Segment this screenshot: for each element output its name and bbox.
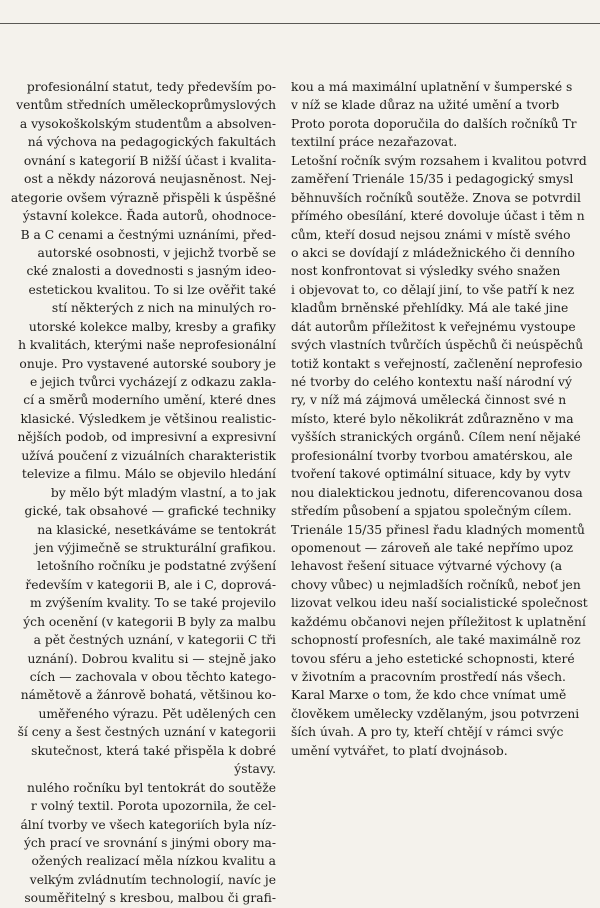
text-line: námětově a žánrově bohatá, většinou ko- [20, 688, 276, 703]
text-line: v níž se klade důraz na užité umění a tvorb [291, 98, 560, 113]
text-line: svých vlastních tvůrčích úspěchů či neúspěchů [291, 338, 584, 353]
text-line: schopností profesních, ale také maximálně roz [291, 633, 581, 648]
text-line: m zvýšením kvality. To se také projevilo [29, 596, 276, 611]
text-line: souměřitelný s kresbou, malbou či grafi- [24, 891, 276, 906]
text-line: chovy vůbec) u nejmladších ročníků, neboť jen [291, 577, 581, 592]
text-line: člověkem umělecky vzdělaným, jsou potvrzeni [291, 706, 580, 721]
text-line: Proto porota doporučila do dalších ročníků Tr [291, 116, 577, 131]
text-line: ventům středních uměleckoprůmyslových [16, 98, 276, 113]
text-line: ategorie ovšem výrazně přispěli k úspěšné [10, 190, 276, 205]
text-line: textilní práce nezařazovat. [291, 135, 458, 150]
text-line: ná výchova na pedagogických fakultách [27, 135, 276, 150]
text-line: klasické. Výsledkem je většinou realistic- [20, 411, 276, 426]
text-line: e jejich tvůrci vycházejí z odkazu zakla- [29, 375, 276, 389]
text-line: dát autorům příležitost k veřejnému vystoupe [291, 319, 576, 334]
text-line: letošního ročníku je podstatné zvýšení [37, 559, 276, 574]
text-line: na klasické, nesetkáváme se tentokrát [37, 522, 276, 537]
right-text-column [291, 78, 600, 760]
text-line: zaměření Trienále 15/35 i pedagogický smysl [291, 172, 574, 187]
text-line: středím působení a spjatou společným cílem. [291, 504, 572, 519]
text-line: ších úvah. A pro ty, kteří chtějí v rámci svýc [291, 725, 564, 740]
text-line: nějších podob, od impresivní a expresivní [17, 430, 276, 445]
text-line: i objevovat to, co dělají jiní, to vše patří k nez [291, 282, 575, 297]
text-line: opomenout — zároveň ale také nepřímo upoz [291, 540, 573, 555]
header-rule [0, 23, 600, 24]
text-line: ýstavy. [234, 762, 276, 777]
text-line: o akci se dovídají z mládežnického či denního [291, 245, 575, 260]
text-line: estetickou kvalitou. To si lze ověřit také [28, 282, 276, 297]
text-line: ýstavní kolekce. Řada autorů, ohodnoce- [22, 209, 276, 224]
text-line: umění vytvářet, to platí dvojnásob. [291, 743, 508, 758]
text-line: ovnání s kategorií B nižší účast i kvalita- [23, 153, 276, 168]
text-line: h kvalitách, kterými naše neprofesionální [18, 338, 276, 353]
text-line: kou a má maximální uplatnění v šumperské s [291, 80, 573, 94]
text-line: cí a směrů moderního umění, které dnes [23, 393, 276, 408]
text-line: kladům brněnské přehlídky. Má ale také jine [291, 301, 569, 316]
text-line: r volný textil. Porota upozornila, že cel- [30, 799, 276, 814]
text-line: Trienále 15/35 přinesl řadu kladných momentů [291, 522, 585, 537]
text-line: cích — zachovala v obou těchto katego- [29, 670, 276, 684]
text-line: nou dialektickou jednotu, diferencovanou dosa [291, 485, 583, 500]
text-line: jen výjimečně se strukturální grafikou. [34, 540, 276, 555]
text-line: ých ocenění (v kategorii B byly za malbu [23, 614, 276, 629]
text-line: a pět čestných uznání, v kategorii C tři [33, 633, 276, 648]
text-line: onuje. Pro vystavené autorské soubory je [19, 356, 276, 371]
text-line: Karal Marxe o tom, že kdo chce vnímat umě [291, 688, 567, 703]
text-line: užívá poučení z vizuálních charakteristik [21, 448, 276, 463]
text-line: běhnuvších ročníků soutěže. Znova se potvrdil [291, 190, 581, 205]
text-line: vyšších stranických orgánů. Cílem není nějaké [291, 430, 581, 445]
text-line: lizovat velkou ideu naší socialistické společnost [291, 596, 588, 611]
text-line: ální tvorby ve všech kategoriích byla níz- [20, 817, 276, 832]
text-line: autorské osobnosti, v jejichž tvorbě se [37, 245, 276, 260]
text-line: uměřeného výrazu. Pět udělených cen [38, 706, 276, 721]
text-line: tvoření takové optimální situace, kdy by vytv [291, 467, 571, 482]
text-line: by mělo být mladým vlastní, a to jak [50, 485, 276, 500]
text-line: nost konfrontovat si výsledky svého snažen [291, 264, 561, 279]
text-line: tovou sféru a jeho estetické schopnosti, které [291, 651, 575, 666]
text-line: ry, v níž má zájmová umělecká činnost své n [291, 393, 567, 408]
text-line: totiž kontakt s veřejností, začlenění neprofesio [291, 356, 583, 371]
text-line: ší ceny a šest čestných uznání v kategorii [17, 725, 276, 740]
text-line: nulého ročníku byl tentokrát do soutěže [26, 780, 276, 795]
text-line: přímého obesílání, které dovoluje účast i těm n [291, 209, 585, 224]
text-line: stí některých z nich na minulých ro- [51, 301, 276, 316]
text-line: lehavost řešení situace výtvarné výchovy (a [291, 559, 563, 574]
text-line: utorské kolekce malby, kresby a grafiky [28, 319, 276, 334]
text-line: ředevším v kategorii B, ale i C, doprová- [25, 577, 276, 592]
text-line: velkým zvládnutím technologií, navíc je [29, 872, 276, 887]
text-line: cům, kteří dosud nejsou známi v místě svého [291, 227, 571, 242]
text-line: místo, které bylo několikrát zdůrazněno v ma [291, 411, 574, 426]
text-line: a vysokoškolským studentům a absolven- [19, 116, 276, 131]
text-line: Letošní ročník svým rozsahem i kvalitou potvrd [291, 153, 587, 168]
text-line: ost a někdy názorová neujasněnost. Nej- [24, 172, 276, 187]
text-line: ých prací ve srovnání s jinými obory ma- [23, 835, 276, 850]
text-line: profesionální tvorby tvorbou amatérskou, ale [291, 448, 573, 463]
text-line: ožených realizací měla nízkou kvalitu a [31, 854, 276, 869]
text-line: profesionální statut, tedy především po- [26, 80, 276, 94]
text-line: každému občanovi nejen příležitost k uplatnění [291, 614, 586, 629]
text-line: né tvorby do celého kontextu naší národní vý [291, 375, 572, 389]
left-text-column [0, 78, 276, 908]
text-line: skutečnost, která také přispěla k dobré [31, 743, 276, 758]
text-line: televize a filmu. Málo se objevilo hledání [21, 467, 276, 482]
text-line: v životním a pracovním prostředí nás všech. [291, 670, 566, 684]
text-line: cké znalosti a dovednosti s jasným ideo- [26, 264, 276, 279]
text-line: B a C cenami a čestnými uznáními, před- [20, 227, 276, 242]
text-line: gické, tak obsahové — grafické techniky [24, 504, 276, 519]
text-line: uznání). Dobrou kvalitu si — stejně jako [27, 651, 276, 666]
